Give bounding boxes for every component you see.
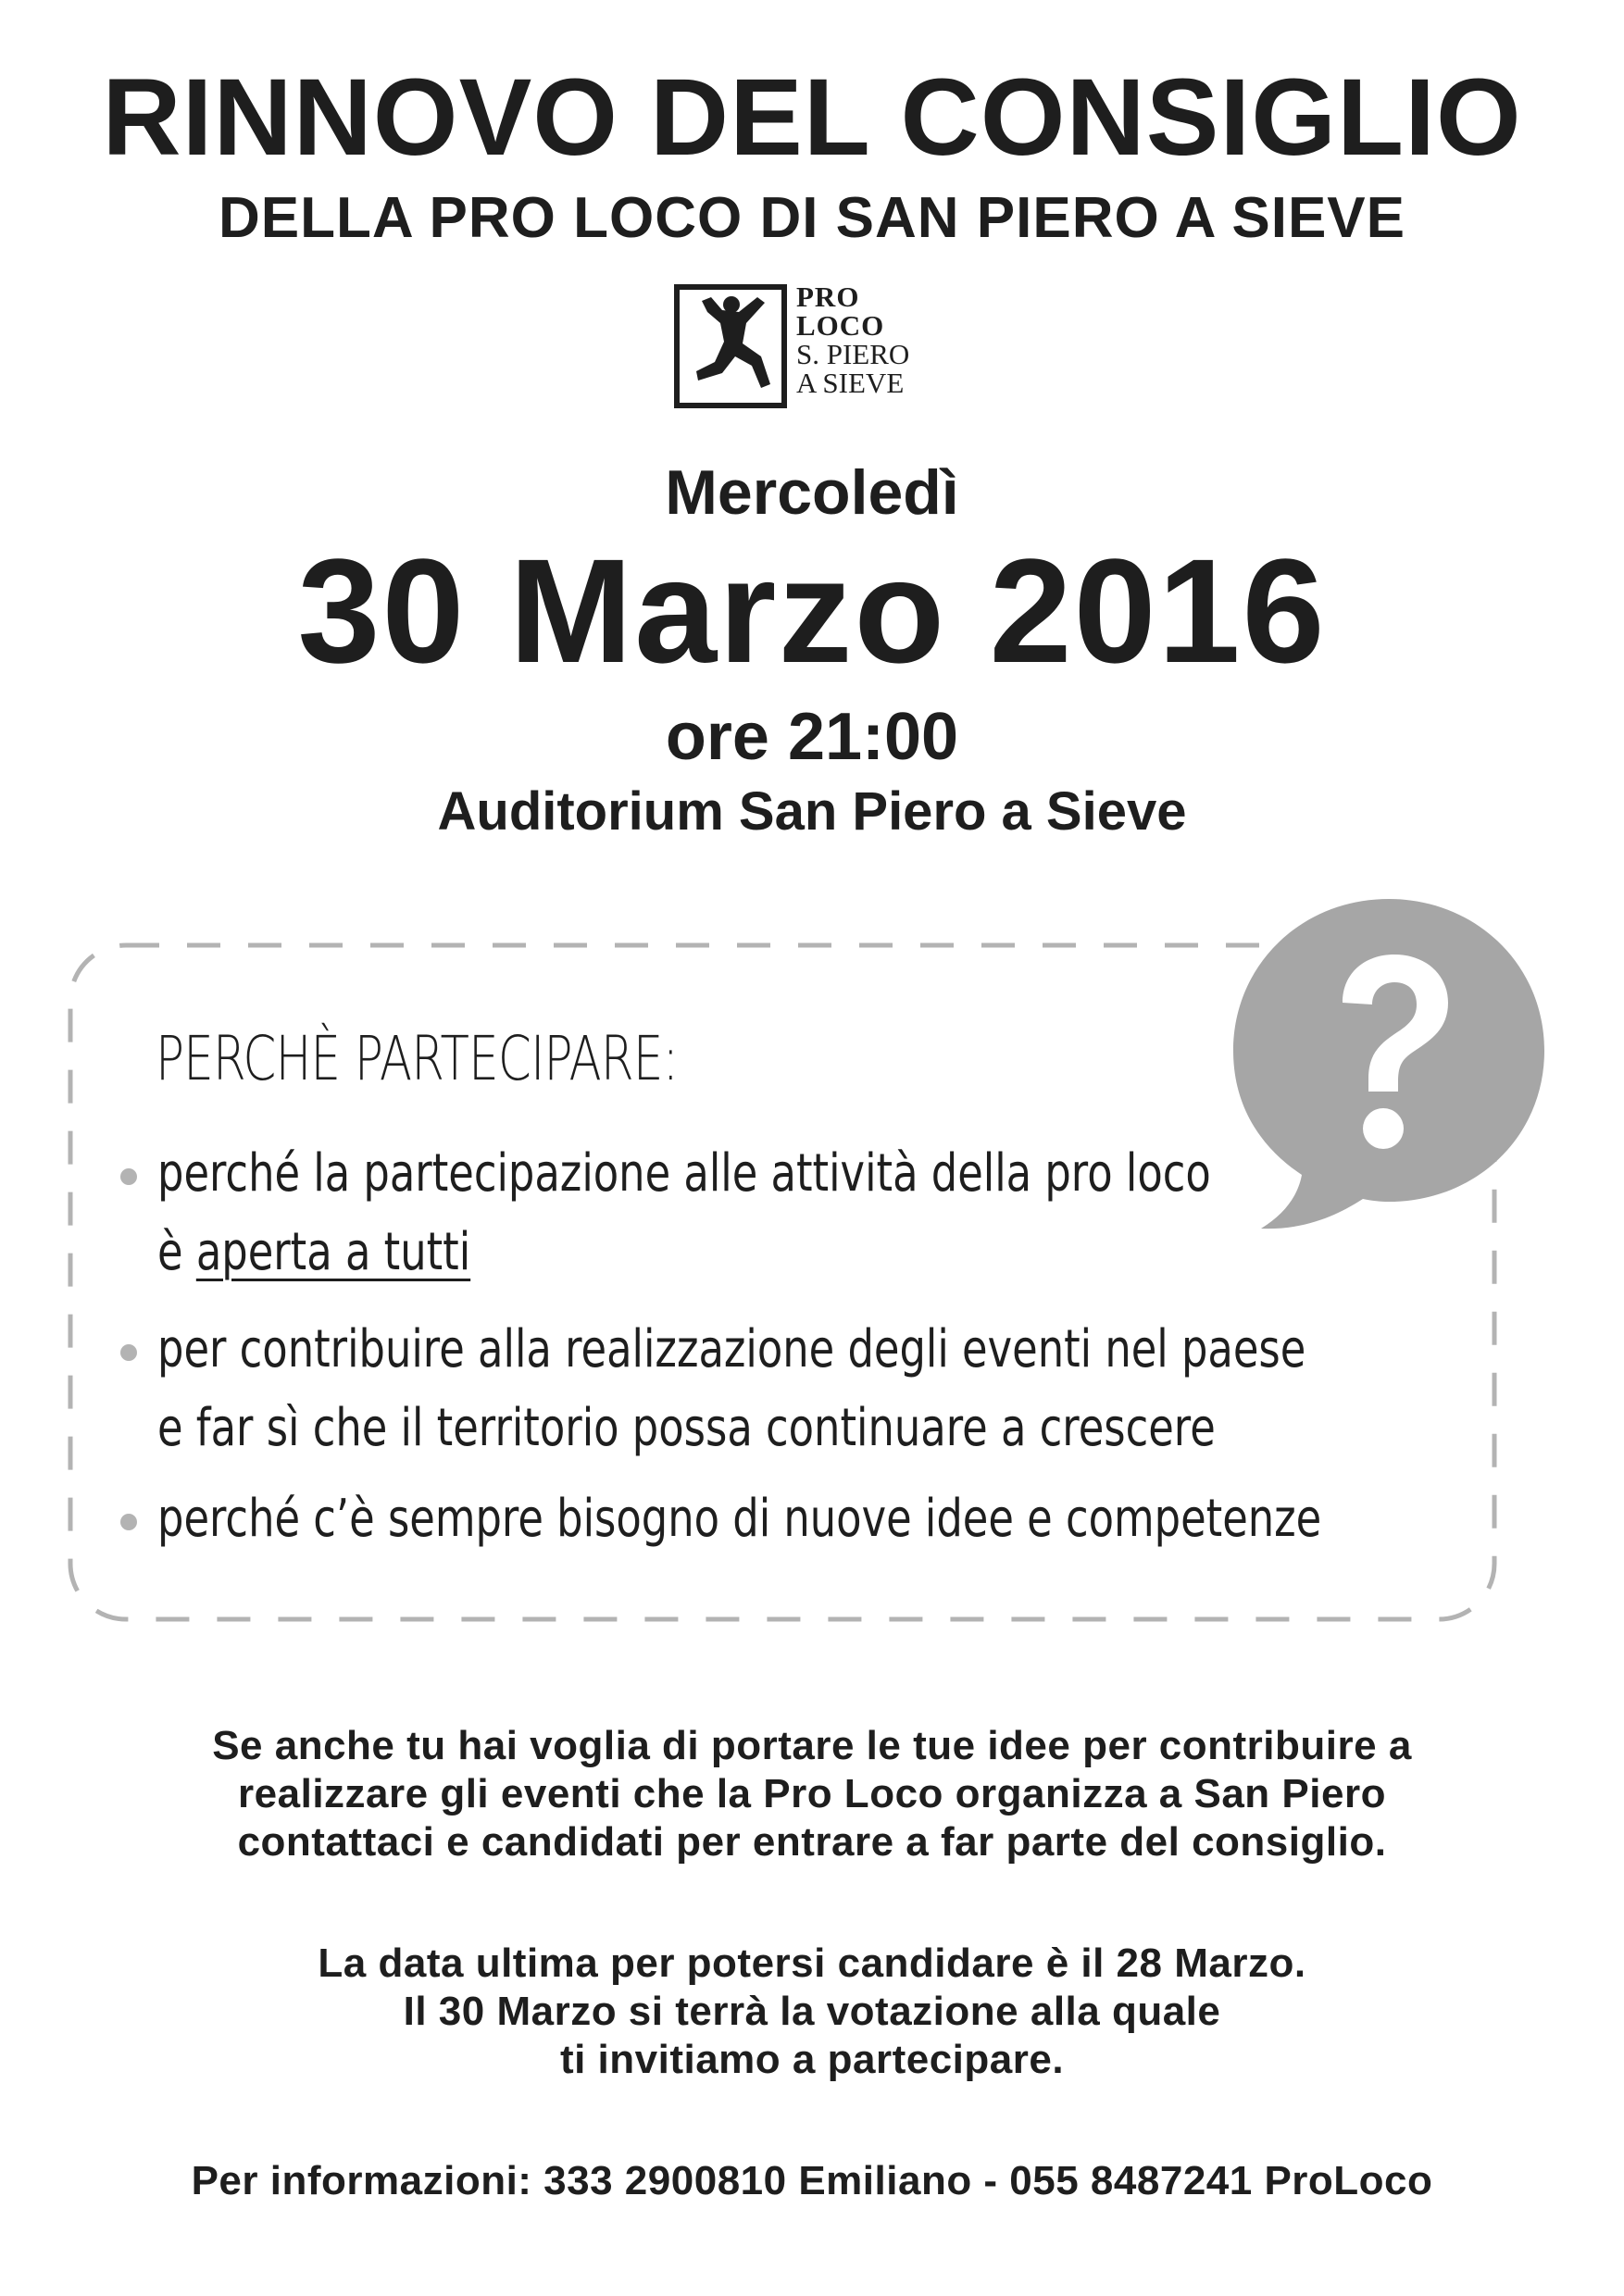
bullet-dot [120, 1168, 137, 1185]
event-venue: Auditorium San Piero a Sieve [437, 781, 1187, 842]
event-date: 30 Marzo 2016 [297, 528, 1327, 693]
logo-line-loco: LOCO [796, 309, 885, 342]
why-item-2-line-1: per contribuire alla realizzazione degli eventi nel paese [157, 1319, 1306, 1379]
why-item-1-underlined: aperta a tutti [195, 1222, 471, 1282]
question-mark-speech-bubble-icon [1213, 893, 1565, 1245]
deadline-line-1: La data ultima per potersi candidare è il 28 Marzo. [318, 1940, 1306, 1986]
invite-line-1: Se anche tu hai voglia di portare le tue idee per contribuire a [212, 1723, 1412, 1768]
deadline-line-3: ti invitiamo a partecipare. [559, 2037, 1065, 2082]
question-dot [1363, 1108, 1404, 1149]
bullet-dot [120, 1344, 137, 1361]
why-item-1-line-2 [157, 1222, 471, 1282]
logo-text [796, 282, 954, 397]
logo-line-spiero: S. PIERO [796, 338, 910, 370]
invite-line-2: realizzare gli eventi che la Pro Loco organizza a San Piero [238, 1771, 1386, 1816]
event-time: ore 21:00 [665, 700, 959, 774]
deadline-line-2: Il 30 Marzo si terrà la votazione alla quale [403, 1989, 1221, 2034]
contact-info: Per informazioni: 333 2900810 Emiliano - 055 8487241 ProLoco [191, 2158, 1433, 2203]
why-title: PERCHÈ PARTECIPARE: [156, 1023, 679, 1094]
page-subtitle: DELLA PRO LOCO DI SAN PIERO A SIEVE [218, 186, 1406, 250]
page-title: RINNOVO DEL CONSIGLIO [102, 56, 1522, 179]
invite-line-3: contattaci e candidati per entrare a far parte del consiglio. [237, 1819, 1387, 1865]
pro-loco-logo [674, 282, 952, 412]
why-item-1-line-1: perché la partecipazione alle attività della pro loco [157, 1143, 1211, 1204]
bullet-dot [120, 1514, 137, 1530]
running-figure-icon [674, 284, 787, 408]
event-weekday: Mercoledì [665, 457, 959, 528]
logo-line-asieve: A SIEVE [796, 367, 905, 399]
why-item-3-line-1: perché c’è sempre bisogno di nuove idee e competenze [157, 1489, 1322, 1549]
why-item-2-line-2: e far sì che il territorio possa continuare a crescere [157, 1398, 1216, 1458]
logo-line-pro: PRO [796, 281, 860, 313]
why-item-1-prefix: è [157, 1222, 196, 1282]
